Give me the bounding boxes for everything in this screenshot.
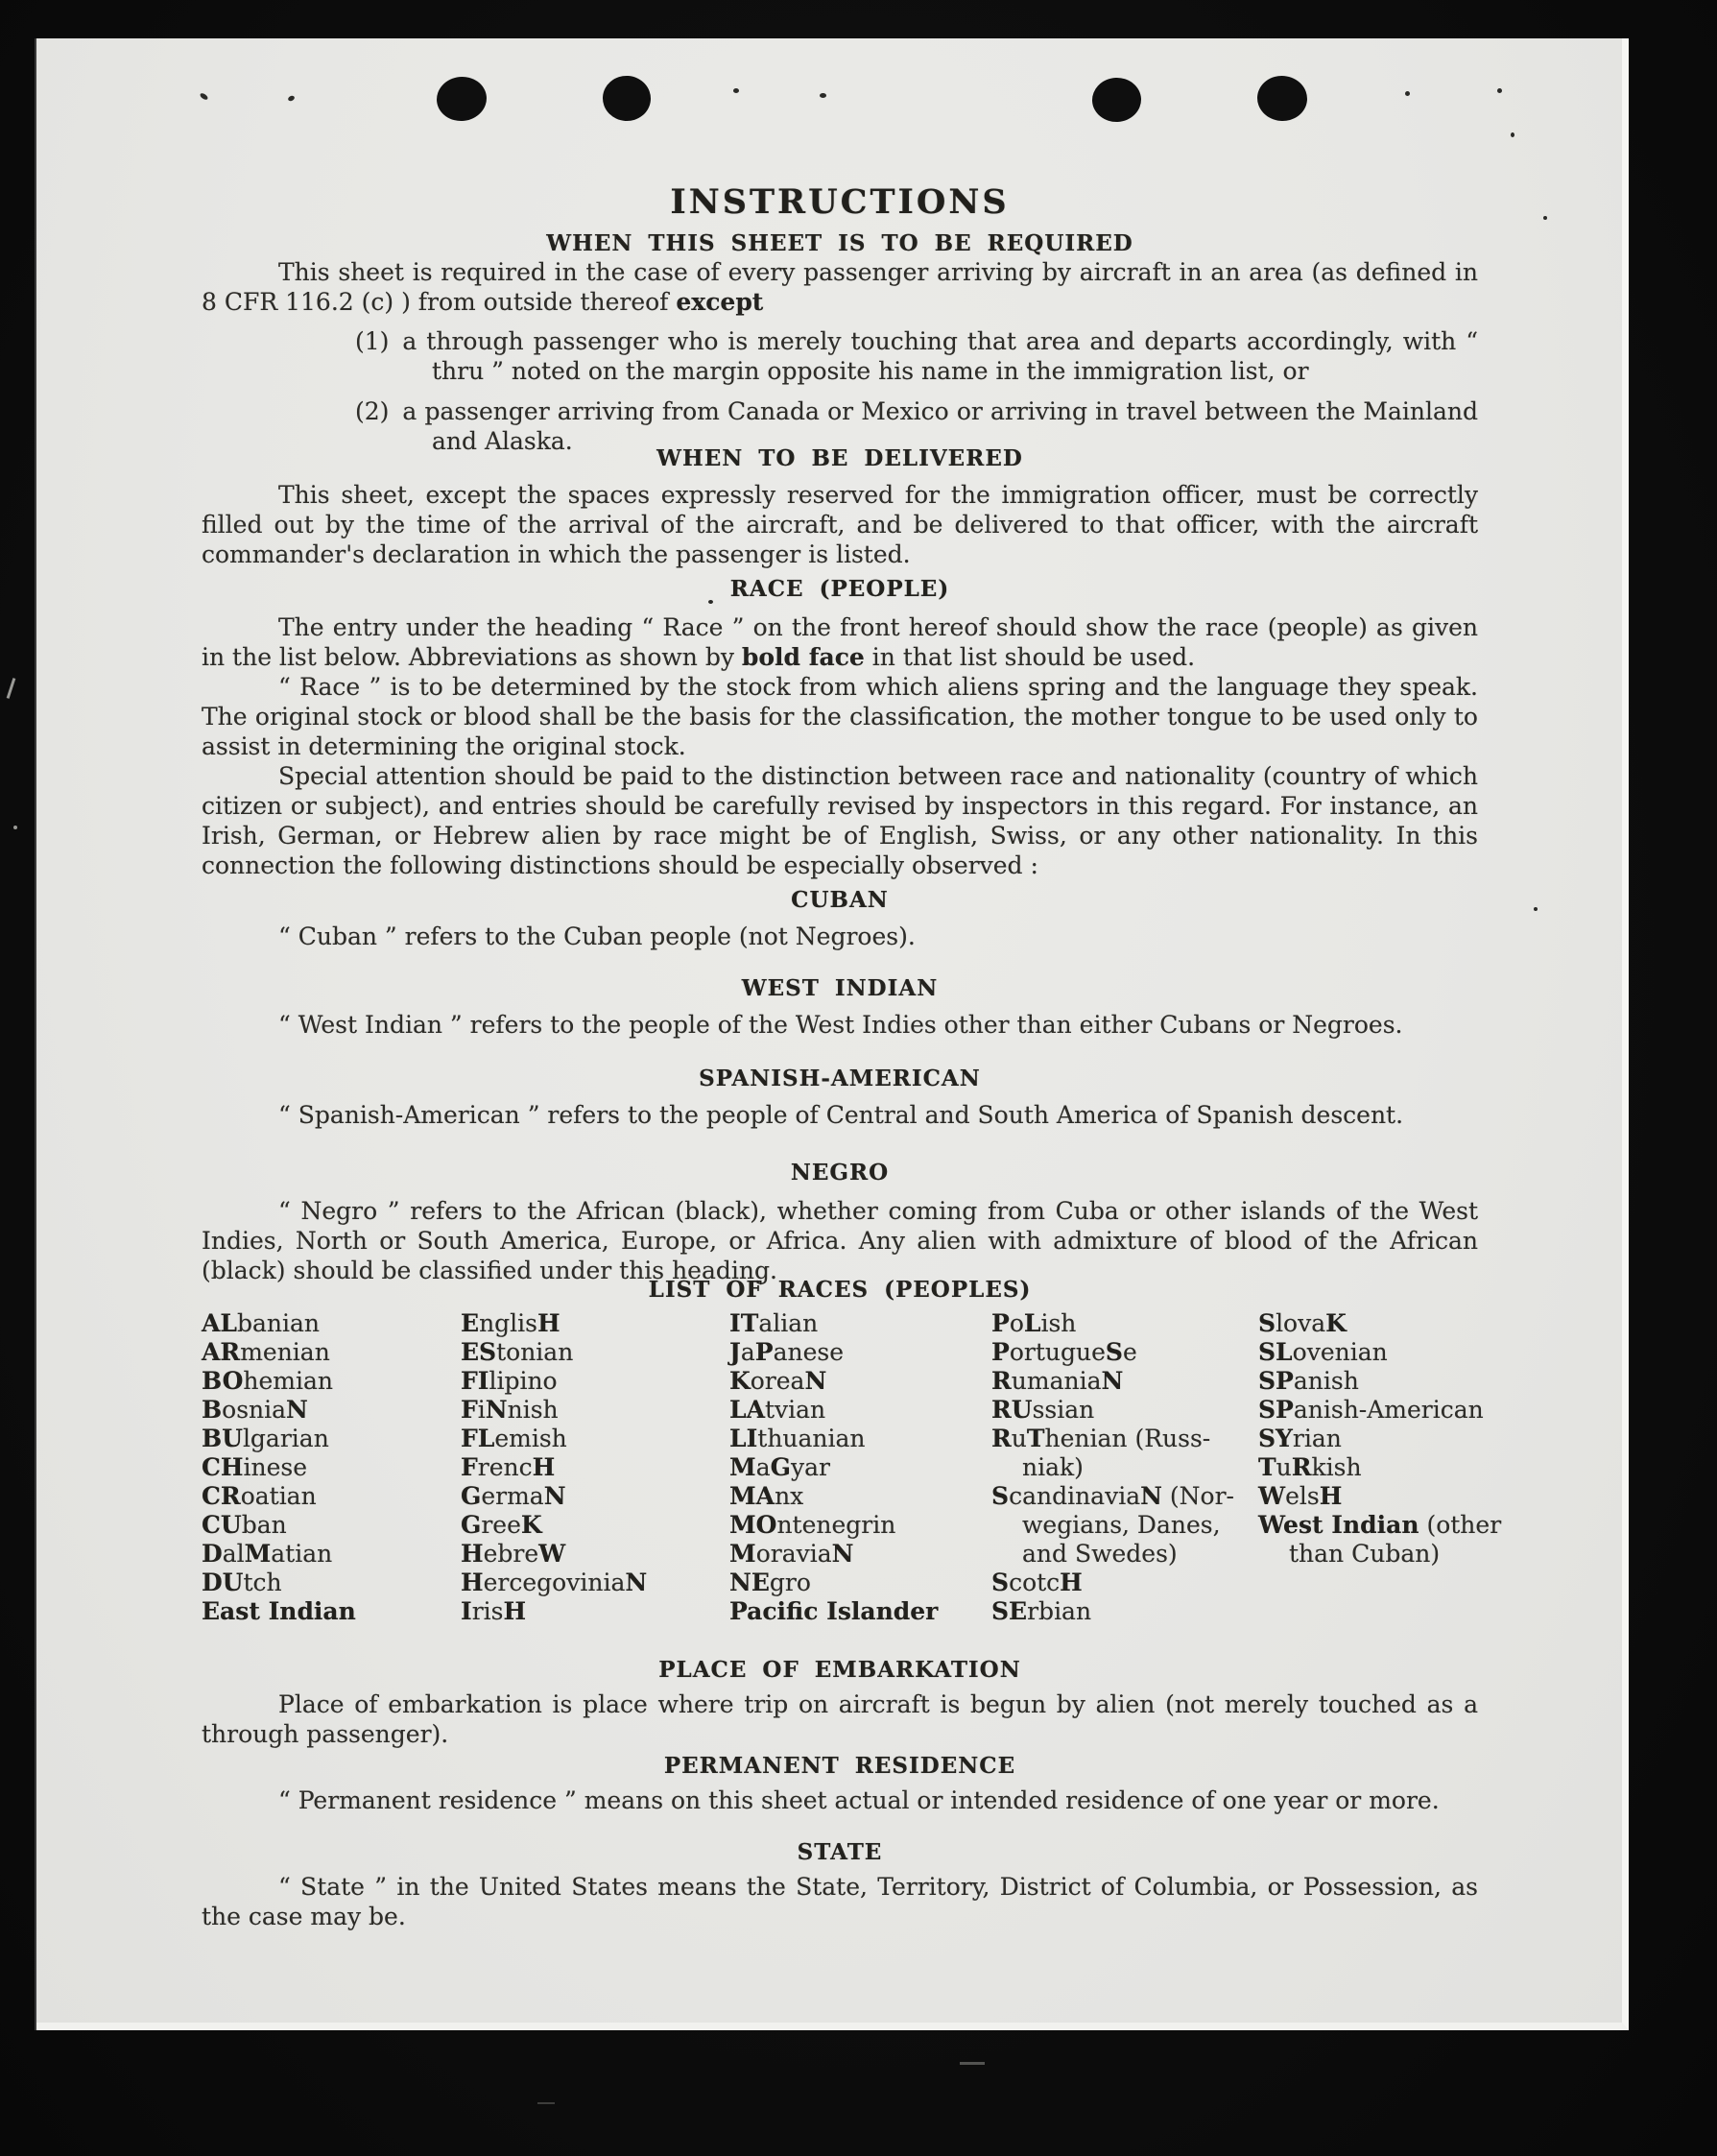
heading-spanish-american: SPANISH-AMERICAN	[699, 1066, 981, 1091]
heading-when-delivered: WHEN TO BE DELIVERED	[656, 445, 1023, 471]
race-item: ALbanian	[202, 1309, 320, 1337]
race-item: East Indian	[202, 1597, 356, 1625]
race-item: PoLish	[991, 1309, 1077, 1337]
spanish-american-paragraphs	[202, 1100, 1478, 1130]
race-item: DalMatian	[202, 1540, 333, 1568]
races-column	[729, 1309, 991, 1626]
paper-sheet	[36, 38, 1629, 2030]
paragraph: Place of embarkation is place where trip on aircraft is begun by alien (not merely touched as a through passenger).	[202, 1690, 1478, 1748]
race-item: NEgro	[729, 1569, 811, 1596]
race-item: PortugueSe	[991, 1338, 1137, 1366]
heading-permanent-residence: PERMANENT RESIDENCE	[663, 1753, 1016, 1779]
race-item: CUban	[202, 1511, 287, 1539]
document-content	[36, 38, 1622, 2023]
heading-race-people: RACE (PEOPLE)	[729, 576, 950, 602]
race-item: EStonian	[461, 1338, 574, 1366]
race-item: SLovenian	[1258, 1338, 1388, 1366]
race-item: SYrian	[1258, 1425, 1342, 1452]
race-item: RUssian	[991, 1396, 1095, 1424]
race-item: BosniaN	[202, 1396, 308, 1424]
race-item: RuThenian (Russ-	[991, 1425, 1211, 1452]
paragraph: “ Spanish-American ” refers to the people of Central and South America of Spanish descent.	[278, 1101, 1404, 1129]
required-paragraphs	[202, 257, 1478, 317]
race-item: LAtvian	[729, 1396, 826, 1424]
state-paragraphs	[202, 1872, 1478, 1931]
race-item: LIthuanian	[729, 1425, 866, 1452]
race-item: WelsH	[1258, 1482, 1343, 1510]
race-item: CRoatian	[202, 1482, 317, 1510]
race-item: BUlgarian	[202, 1425, 329, 1452]
negro-paragraphs	[202, 1196, 1478, 1285]
permanent-paragraphs	[202, 1785, 1478, 1815]
heading-state: STATE	[797, 1839, 883, 1865]
race-item: IrisH	[461, 1597, 527, 1625]
paragraph: This sheet, except the spaces expressly reserved for the immigration officer, must be correctly filled out by the time of the arrival of the aircraft, and be delivered to that officer, with the aircraft commander's declaration in which the passenger is listed.	[202, 481, 1478, 568]
west-indian-paragraphs	[202, 1010, 1478, 1040]
race-item: niak)	[1022, 1453, 1084, 1481]
races-column	[461, 1309, 729, 1626]
paragraph: This sheet is required in the case of every passenger arriving by aircraft in an area (as defined in 8 CFR 116.2 (c) ) from outside thereof except	[202, 258, 1478, 316]
numbered-item: (1) a through passenger who is merely touching that area and departs accordingly, with “ thru ” noted on the margin opposite his name in the immigration list, or	[355, 327, 1478, 385]
numbered-item: (2) a passenger arriving from Canada or Mexico or arriving in travel between the Mainland and Alaska.	[355, 397, 1478, 455]
delivered-paragraphs	[202, 480, 1478, 569]
race-item: and Swedes)	[1022, 1540, 1178, 1568]
race-item: BOhemian	[202, 1367, 333, 1395]
paragraph: Special attention should be paid to the distinction between race and nationality (country of which citizen or subject), and entries should be carefully revised by inspectors in this regard. For instance, an Irish, German, or Hebrew alien by race might be of English, Swiss, or any other nationality. In this connection the following distinctions should be especially observed :	[202, 762, 1478, 879]
race-item: ARmenian	[202, 1338, 330, 1366]
race-item: MOntenegrin	[729, 1511, 896, 1539]
paragraph: “ Permanent residence ” means on this sheet actual or intended residence of one year or more.	[278, 1786, 1440, 1814]
race-item: CHinese	[202, 1453, 308, 1481]
race-item: KoreaN	[729, 1367, 827, 1395]
race-item: FiNnish	[461, 1396, 559, 1424]
paragraph: “ Cuban ” refers to the Cuban people (not Negroes).	[278, 922, 916, 950]
races-column	[1258, 1309, 1502, 1626]
race-item: GreeK	[461, 1511, 542, 1539]
heading-list-of-races: LIST OF RACES (PEOPLES)	[648, 1277, 1032, 1303]
paragraph: “ West Indian ” refers to the people of the West Indies other than either Cubans or Negroes.	[278, 1011, 1403, 1039]
race-item: RumaniaN	[991, 1367, 1124, 1395]
race-item: SPanish	[1258, 1367, 1359, 1395]
scan-scratch	[537, 2102, 555, 2104]
paragraph: The entry under the heading “ Race ” on the front hereof should show the race (people) as given in the list below. Abbreviations as shown by bold face in that list should be used.	[202, 613, 1478, 671]
race-item: TuRkish	[1258, 1453, 1362, 1481]
item-number: (2)	[355, 397, 390, 425]
heading-cuban: CUBAN	[791, 887, 889, 913]
races-grid	[202, 1309, 1502, 1626]
race-item: West Indian (other	[1258, 1511, 1502, 1539]
cuban-paragraphs	[202, 922, 1478, 951]
race-item: GermaN	[461, 1482, 566, 1510]
race-item: SlovaK	[1258, 1309, 1347, 1337]
race-item: ScandinaviaN (Nor-	[991, 1482, 1234, 1510]
heading-when-required: WHEN THIS SHEET IS TO BE REQUIRED	[546, 230, 1133, 256]
paragraph: “ Negro ” refers to the African (black), whether coming from Cuba or other islands of the West Indies, North or South America, Europe, or Africa. Any alien with admixture of blood of the African (black) should be classified under this heading.	[202, 1197, 1478, 1284]
paragraph: “ State ” in the United States means the State, Territory, District of Columbia, or Possession, as the case may be.	[202, 1873, 1478, 1930]
race-item: HercegoviniaN	[461, 1569, 648, 1596]
paragraph: “ Race ” is to be determined by the stock from which aliens spring and the language they speak. The original stock or blood shall be the basis for the classification, the mother tongue to be used only to assist in determining the original stock.	[202, 673, 1478, 760]
race-item: DUtch	[202, 1569, 282, 1596]
race-item: MoraviaN	[729, 1540, 854, 1568]
race-item: EnglisH	[461, 1309, 560, 1337]
race-item: than Cuban)	[1289, 1540, 1441, 1568]
scan-scratch	[13, 826, 17, 829]
heading-negro: NEGRO	[790, 1160, 890, 1186]
race-paragraphs	[202, 612, 1478, 880]
heading-west-indian: WEST INDIAN	[741, 975, 939, 1001]
page-title: INSTRUCTIONS	[670, 182, 1010, 222]
race-item: FLemish	[461, 1425, 567, 1452]
races-column	[991, 1309, 1258, 1626]
heading-place-of-embarkation: PLACE OF EMBARKATION	[658, 1657, 1021, 1683]
race-item: ScotcH	[991, 1569, 1083, 1596]
race-item: FrencH	[461, 1453, 556, 1481]
race-item: Pacific Islander	[729, 1597, 939, 1625]
race-item: HebreW	[461, 1540, 566, 1568]
race-item: MAnx	[729, 1482, 804, 1510]
race-item: SPanish-American	[1258, 1396, 1484, 1424]
item-number: (1)	[355, 327, 390, 355]
race-item: wegians, Danes,	[1022, 1511, 1221, 1539]
race-item: JaPanese	[729, 1338, 844, 1366]
embarkation-paragraphs	[202, 1689, 1478, 1749]
race-item: ITalian	[729, 1309, 819, 1337]
race-item: MaGyar	[729, 1453, 830, 1481]
race-item: FIlipino	[461, 1367, 558, 1395]
scan-scratch	[960, 2062, 985, 2065]
races-column	[202, 1309, 461, 1626]
race-item: SErbian	[991, 1597, 1092, 1625]
